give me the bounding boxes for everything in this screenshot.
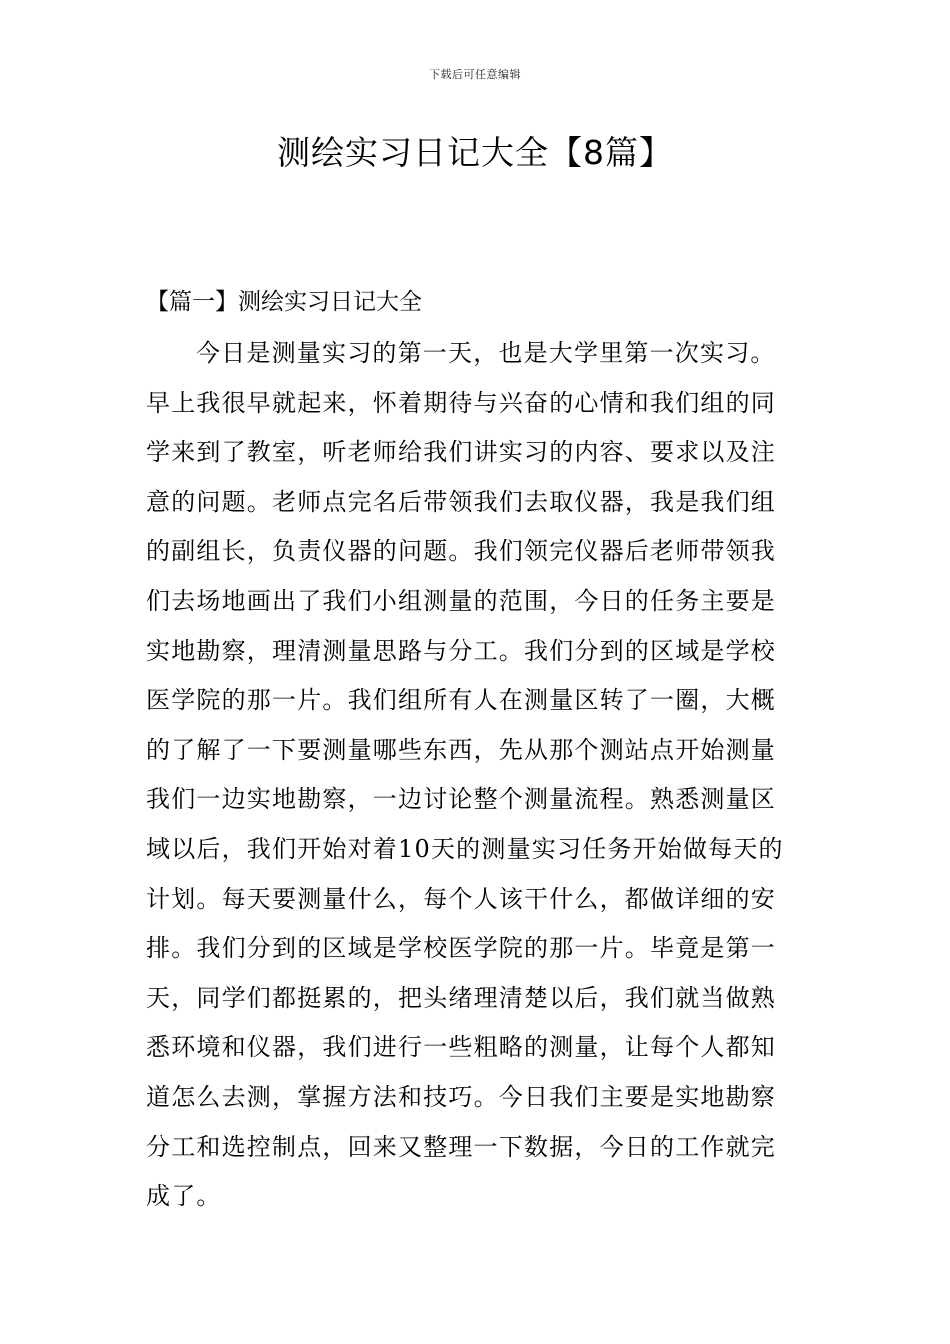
body-line: 计划。每天要测量什么，每个人该干什么，都做详细的安	[146, 884, 776, 913]
section-heading: 【篇一】测绘实习日记大全	[146, 289, 422, 315]
header-note: 下载后可任意编辑	[429, 68, 521, 81]
body-line: 学来到了教室，听老师给我们讲实习的内容、要求以及注	[146, 438, 776, 467]
body-line: 的了解了一下要测量哪些东西，先从那个测站点开始测量	[146, 735, 776, 764]
body-line: 的副组长，负责仪器的问题。我们领完仪器后老师带领我	[146, 537, 776, 566]
body-line: 们去场地画出了我们小组测量的范围，今日的任务主要是	[146, 586, 776, 615]
body-line: 医学院的那一片。我们组所有人在测量区转了一圈，大概	[146, 686, 776, 715]
body-line: 天，同学们都挺累的，把头绪理清楚以后，我们就当做熟	[146, 983, 776, 1012]
body-line: 排。我们分到的区域是学校医学院的那一片。毕竟是第一	[146, 934, 776, 963]
body-line: 今日是测量实习的第一天，也是大学里第一次实习。	[196, 339, 776, 367]
body-line: 悉环境和仪器，我们进行一些粗略的测量，让每个人都知	[146, 1033, 776, 1062]
document-title: 测绘实习日记大全【8篇】	[277, 133, 673, 172]
body-line: 早上我很早就起来，怀着期待与兴奋的心情和我们组的同	[146, 388, 776, 417]
body-line: 成了。	[146, 1182, 222, 1211]
body-line: 分工和选控制点，回来又整理一下数据，今日的工作就完	[146, 1132, 776, 1161]
body-paragraph	[146, 333, 826, 1226]
body-line: 实地勘察，理清测量思路与分工。我们分到的区域是学校	[146, 636, 776, 665]
body-line: 意的问题。老师点完名后带领我们去取仪器，我是我们组	[146, 487, 776, 516]
body-line: 道怎么去测，掌握方法和技巧。今日我们主要是实地勘察	[146, 1082, 776, 1111]
body-line: 我们一边实地勘察，一边讨论整个测量流程。熟悉测量区	[146, 785, 776, 814]
body-line: 域以后，我们开始对着10天的测量实习任务开始做每天的	[146, 834, 784, 863]
